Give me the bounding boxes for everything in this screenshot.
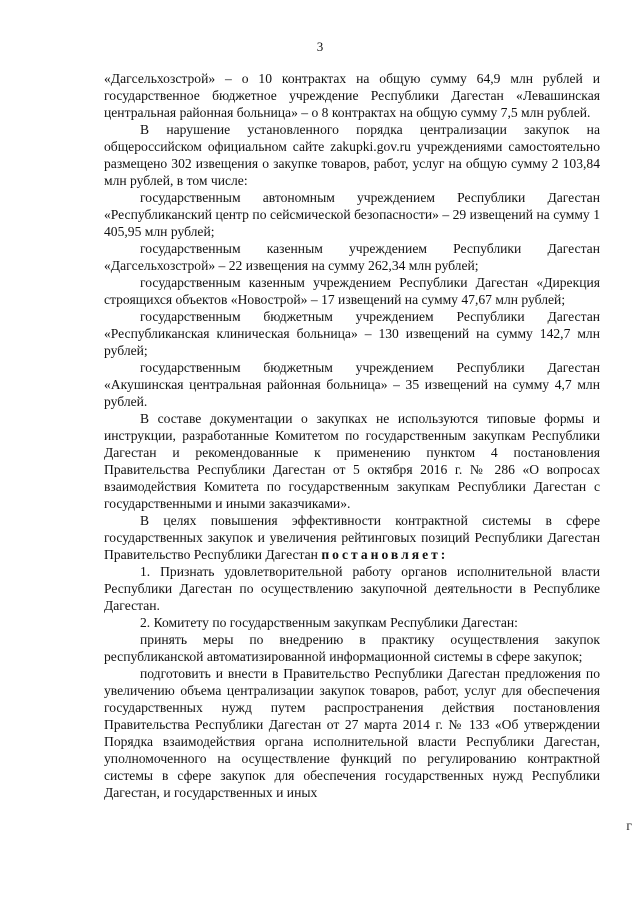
list-item: государственным казенным учреждением Республики Дагестан «Дагсельхозстрой» – 22 извещения на сумму 262,34 млн рублей; [104,241,600,273]
margin-mark: г [626,819,632,834]
document-body [104,70,600,801]
list-item: государственным казенным учреждением Республики Дагестан «Дирекция строящихся объектов «Новострой» – 17 извещений на сумму 47,67 млн рублей; [104,275,600,307]
list-item: государственным автономным учреждением Республики Дагестан «Республиканский центр по сейсмической безопасности» – 29 извещений на сумму 1 405,95 млн рублей; [104,190,600,239]
resolution-item: 2. Комитету по государственным закупкам Республики Дагестан: [140,615,518,630]
paragraph: «Дагсельхозстрой» – о 10 контрактах на общую сумму 64,9 млн рублей и государственное бюджетное учреждение Республики Дагестан «Левашинская центральная районная больница» – о 8 контрактах на общую сумму 7,5 млн рублей. [104,71,600,120]
resolution-item: 1. Признать удовлетворительной работу органов исполнительной власти Республики Дагестан по осуществлению закупочной деятельности в Республике Дагестан. [104,564,600,613]
resolution-paragraph [104,512,600,563]
resolution-keyword: постановляет: [321,547,449,562]
paragraph: В составе документации о закупках не используются типовые формы и инструкции, разработанные Комитетом по государственным закупкам Республики Дагестан и рекомендованные к применению пунктом 4 постановления Правительства Республики Дагестан от 5 октября 2016 г. № 286 «О вопросах взаимодействия Комитета по государственным закупкам Республики Дагестан с государственными и иными заказчиками». [104,411,600,511]
paragraph: В нарушение установленного порядка централизации закупок на общероссийском официальном сайте zakupki.gov.ru учреждениями самостоятельно размещено 302 извещения о закупке товаров, работ, услуг на общую сумму 2 103,84 млн рублей, в том числе: [104,122,600,188]
list-item: государственным бюджетным учреждением Республики Дагестан «Республиканская клиническая больница» – 130 извещений на сумму 142,7 млн рублей; [104,309,600,358]
page-number: 3 [316,39,324,54]
list-item: государственным бюджетным учреждением Республики Дагестан «Акушинская центральная районная больница» – 35 извещений на сумму 4,7 млн рублей. [104,360,600,409]
resolution-subitem: принять меры по внедрению в практику осуществления закупок республиканской автоматизированной информационной системы в сфере закупок; [104,632,600,664]
resolution-lead: В целях повышения эффективности контрактной системы в сфере государственных закупок и увеличения рейтинговых позиций Республики Дагестан Правительство Республики Дагестан [104,513,600,562]
resolution-subitem: подготовить и внести в Правительство Республики Дагестан предложения по увеличению объема централизации закупок товаров, работ, услуг для обеспечения государственных нужд путем распространения действия постановления Правительства Республики Дагестан от 27 марта 2014 г. № 133 «Об утверждении Порядка взаимодействия органа исполнительной власти Республики Дагестан, уполномоченного на осуществление функций по регулированию контрактной системы в сфере закупок для обеспечения государственных нужд Республики Дагестан, и государственных и иных [104,666,600,800]
